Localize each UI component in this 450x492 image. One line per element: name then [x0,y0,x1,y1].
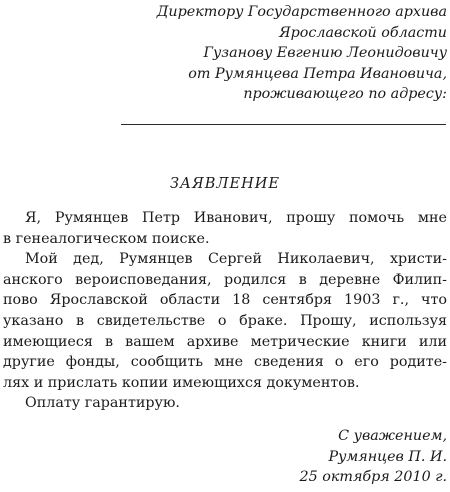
signer-name: Румянцев П. И. [328,448,447,465]
address-prompt-line: проживающего по адресу: [243,86,447,103]
body-line: лях и прислать копии имеющихся документов. [3,374,360,391]
body-line: пово Ярославской области 18 сентября 1903 г., что [3,292,447,309]
closing-line: С уважением, [338,428,447,444]
sender-line: от Румянцева Петра Ивановича, [188,65,447,82]
body-line: имеющиеся в вашем архиве метрические книги или [3,333,447,350]
letter-date: 25 октября 2010 г. [299,469,447,486]
body-line: Оплату гарантирую. [25,395,180,412]
letter-body [3,208,447,414]
signature-block [300,426,448,488]
body-line: анского вероисповедания, родился в деревне Филип- [3,271,447,288]
body-line: Я, Румянцев Петр Иванович, прошу помочь мне [25,210,447,226]
body-line: указано в свидетельстве о браке. Прошу, используя [3,312,447,329]
document-title: ЗАЯВЛЕНИЕ [170,176,280,192]
address-blank-line [121,124,446,125]
addressee-block [27,2,447,105]
addressee-line: Директору Государственного архива [156,4,447,20]
body-line: Мой дед, Румянцев Сергей Николаевич, христи- [25,251,447,268]
addressee-line: Гузанову Евгению Леонидовичу [203,45,447,62]
body-line: другие фонды, сообщить мне сведения о его родите- [3,354,447,371]
addressee-line: Ярославской области [279,24,447,41]
body-line: в генеалогическом поиске. [3,230,210,247]
